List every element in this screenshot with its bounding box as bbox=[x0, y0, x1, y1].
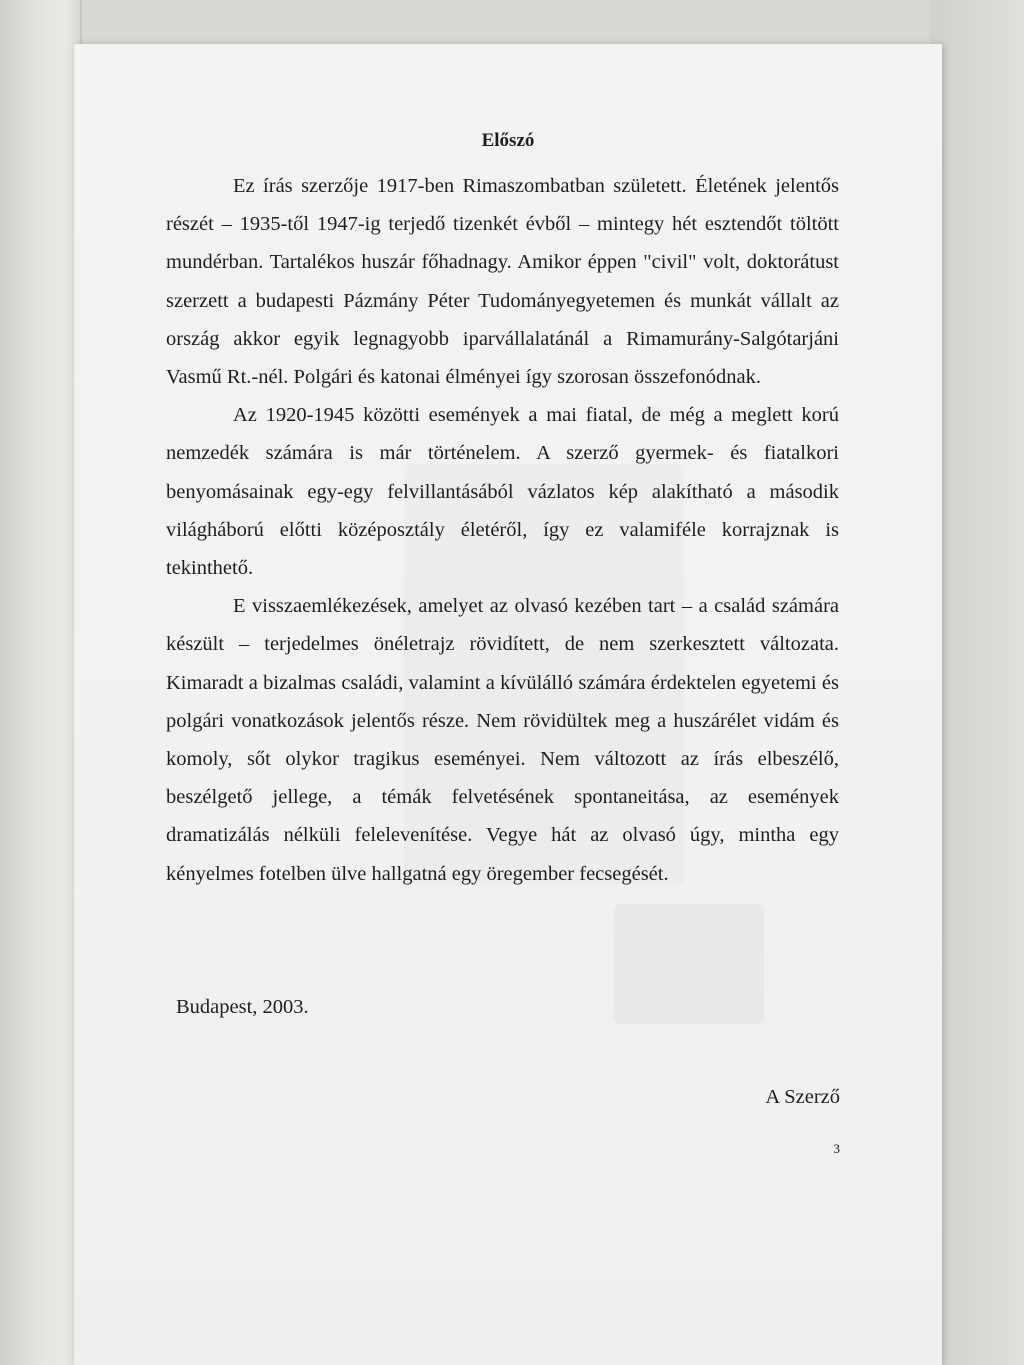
paragraph-2: Az 1920-1945 közötti események a mai fiatal, de még a meglett korú nemzedék számára is már történelem. A szerző gyermek- és fiatalkori benyomásainak egy-egy felvillantásából vázlatos kép alakítható a második világháború előtti középosztály életéről, így ez valamiféle korrajznak is tekinthető. bbox=[166, 404, 839, 580]
show-through-photo bbox=[614, 904, 764, 1024]
place-date: Budapest, 2003. bbox=[176, 996, 309, 1018]
background-surface bbox=[930, 0, 1024, 1365]
book-page bbox=[74, 44, 942, 1365]
page-title: Előszó bbox=[481, 130, 535, 151]
body-text bbox=[166, 167, 839, 893]
author-signature: A Szerző bbox=[765, 1086, 840, 1108]
paragraph-1: Ez írás szerzője 1917-ben Rimaszombatban született. Életének jelentős részét – 1935-től 1947-ig terjedő tizenkét évből – mintegy hét esztendőt töltött mundérban. Tartalékos huszár főhadnagy. Amikor éppen "civil" volt, doktorátust szerzett a budapesti Pázmány Péter Tudományegyetemen és munkát vállalt az ország akkor egyik legnagyobb iparvállalatánál a Rimamurány-Salgótarjáni Vasmű Rt.-nél. Polgári és katonai élményei így szorosan összefonódnak. bbox=[166, 175, 839, 389]
page-number: 3 bbox=[833, 1141, 840, 1156]
paragraph-3: E visszaemlékezések, amelyet az olvasó kezében tart – a család számára készült – terjedelmes önéletrajz rövidített, de nem szerkesztett változata. Kimaradt a bizalmas családi, valamint a kívülálló számára érdektelen egyetemi és polgári vonatkozások jelentős része. Nem rövidültek meg a huszárélet vidám és komoly, sőt olykor tragikus eseményei. Nem változott az írás elbeszélő, beszélgető jellege, a témák felvetésének spontaneitása, az események dramatizálás nélküli felelevenítése. Vegye hát az olvasó úgy, mintha egy kényelmes fotelben ülve hallgatná egy öregember fecsegését. bbox=[166, 595, 839, 885]
